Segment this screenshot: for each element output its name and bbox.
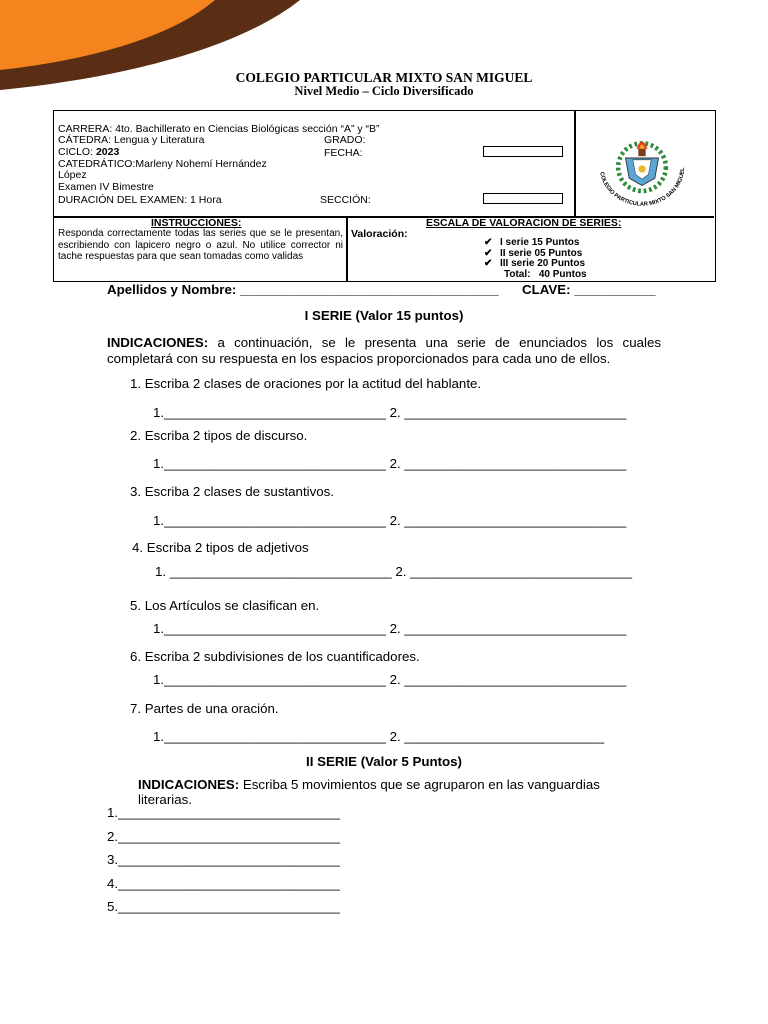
school-level: Nivel Medio – Ciclo Diversificado (294, 84, 474, 98)
logo-text: COLEGIO PARTICULAR MIXTO SAN MIGUEL (598, 167, 687, 208)
answer-line-4[interactable]: 1. ______________________________ 2. ______________________________ (155, 564, 632, 579)
catedra-text: CÁTEDRA: Lengua y Literatura (58, 134, 205, 146)
school-logo (587, 119, 697, 219)
ciclo-row (58, 146, 119, 158)
escala-item: ✔ III serie 20 Puntos (484, 258, 586, 269)
escala-list (484, 238, 587, 280)
catedratico-text-cont: López (58, 169, 87, 181)
school-name: COLEGIO PARTICULAR MIXTO SAN MIGUEL (235, 70, 533, 85)
duracion-text: DURACIÓN DEL EXAMEN: 1 Hora (58, 194, 222, 206)
answer-line-1[interactable]: 1.______________________________ 2. ______________________________ (153, 405, 627, 420)
serie2-line-5[interactable]: 5.______________________________ (107, 899, 340, 914)
escala-total: Total: 40 Puntos (504, 268, 587, 280)
ciclo-label: CICLO: (58, 146, 94, 158)
clave-line[interactable]: CLAVE: ___________ (522, 282, 656, 297)
seccion-label: SECCIÓN: (320, 194, 371, 206)
escala-item: ✔ I serie 15 Puntos (484, 237, 580, 248)
serie2-title: II SERIE (Valor 5 Puntos) (306, 754, 462, 769)
fecha-label: FECHA: (324, 147, 363, 159)
question-1: 1. Escriba 2 clases de oraciones por la actitud del hablante. (130, 376, 482, 391)
examen-text: Examen IV Bimestre (58, 181, 154, 193)
grado-label: GRADO: (324, 134, 366, 146)
answer-line-7[interactable]: 1.______________________________ 2. ___________________________ (153, 729, 605, 744)
serie2-line-3[interactable]: 3.______________________________ (107, 852, 340, 867)
apellidos-line[interactable]: Apellidos y Nombre: ___________________________________ (107, 282, 499, 297)
question-2: 2. Escriba 2 tipos de discurso. (130, 428, 308, 443)
question-6: 6. Escriba 2 subdivisiones de los cuantificadores. (130, 649, 420, 664)
answer-line-6[interactable]: 1.______________________________ 2. ______________________________ (153, 672, 627, 687)
exam-info-box (53, 110, 716, 282)
check-icon: ✔ (484, 237, 493, 248)
question-7: 7. Partes de una oración. (130, 701, 279, 716)
carrera-text: CARRERA: 4to. Bachillerato en Ciencias Biológicas sección “A” y “B” (58, 123, 380, 135)
seccion-field[interactable] (483, 193, 563, 204)
instrucciones-text: Responda correctamente todas las series que se le presentan, escribiendo con lapicero negro o azul. No utilice corrector ni tache respuestas para que sean tomadas como validas (58, 228, 343, 262)
valoracion-label: Valoración: (351, 228, 408, 240)
answer-line-3[interactable]: 1.______________________________ 2. ______________________________ (153, 513, 627, 528)
question-5: 5. Los Artículos se clasifican en. (130, 598, 320, 613)
serie2-line-1[interactable]: 1.______________________________ (107, 805, 340, 820)
answer-line-5[interactable]: 1.______________________________ 2. ______________________________ (153, 621, 627, 636)
check-icon: ✔ (484, 247, 493, 259)
catedratico-text: CATEDRÁTICO:Marleny Nohemí Hernández (58, 158, 267, 170)
serie2-indicaciones-cont: literarias. (138, 792, 192, 807)
escala-title: ESCALA DE VALORACION DE SERIES: (426, 217, 622, 229)
fecha-field[interactable] (483, 146, 563, 157)
serie1-title: I SERIE (Valor 15 puntos) (304, 308, 464, 323)
serie2-line-4[interactable]: 4.______________________________ (107, 876, 340, 891)
escala-item: ✔ II serie 05 Puntos (484, 247, 583, 259)
serie2-line-2[interactable]: 2.______________________________ (107, 829, 340, 844)
serie1-indicaciones: INDICACIONES: a continuación, se le presenta una serie de enunciados los cuales completará con su respuesta en los espacios proporcionados para cada uno de ellos. (107, 335, 661, 366)
serie2-indicaciones: INDICACIONES: Escriba 5 movimientos que se agruparon en las vanguardias (138, 777, 600, 792)
check-icon: ✔ (484, 258, 493, 269)
question-3: 3. Escriba 2 clases de sustantivos. (130, 484, 334, 499)
answer-line-2[interactable]: 1.______________________________ 2. ______________________________ (153, 456, 627, 471)
instrucciones-title: INSTRUCCIONES: (151, 217, 242, 229)
question-4: 4. Escriba 2 tipos de adjetivos (132, 540, 309, 555)
ciclo-value: 2023 (95, 146, 120, 158)
